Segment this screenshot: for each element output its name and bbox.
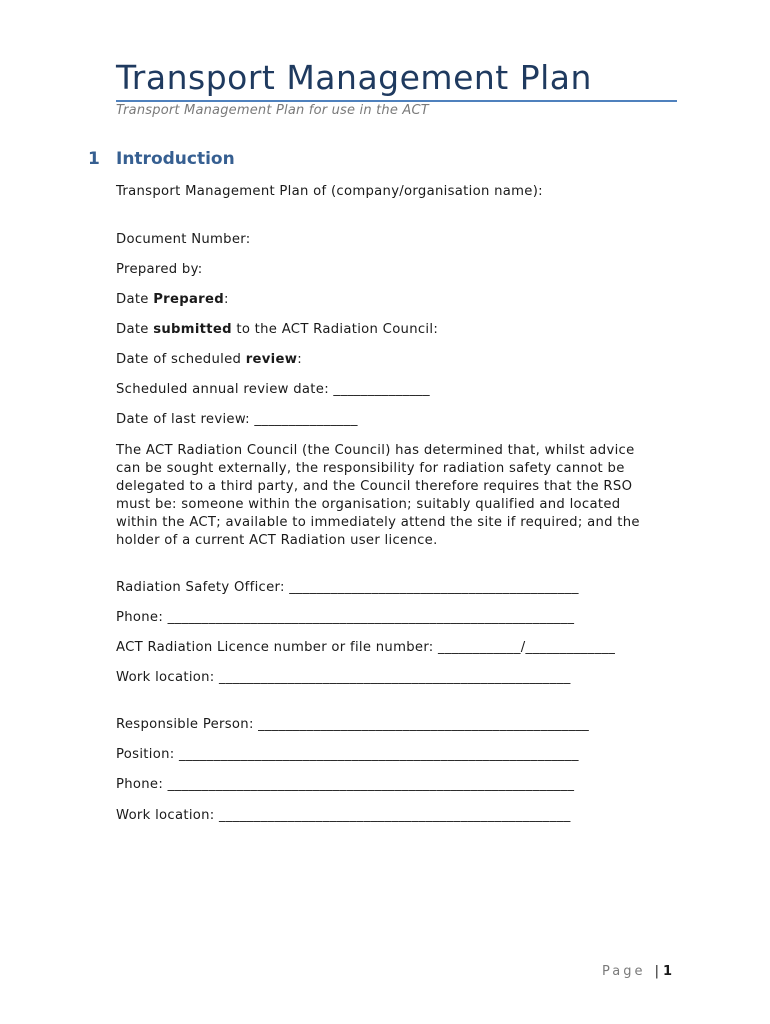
date-review-field xyxy=(116,352,302,367)
rso-name-field: Radiation Safety Officer: __________________________________________ xyxy=(116,580,579,595)
date-prepared-emphasis: Prepared xyxy=(153,292,224,307)
paragraph-line: The ACT Radiation Council (the Council) has determined that, whilst advice xyxy=(116,443,635,458)
paragraph-line: holder of a current ACT Radiation user licence. xyxy=(116,533,438,548)
date-submitted-prefix: Date xyxy=(116,322,154,337)
document-title: Transport Management Plan xyxy=(116,58,592,97)
company-field: Transport Management Plan of (company/organisation name): xyxy=(116,184,543,199)
paragraph-line: delegated to a third party, and the Council therefore requires that the RSO xyxy=(116,479,633,494)
page-footer xyxy=(602,964,672,979)
rso-phone-field: Phone: ___________________________________________________________ xyxy=(116,610,575,625)
licence-number-field: ACT Radiation Licence number or file number: ____________/_____________ xyxy=(116,640,616,655)
position-field: Position: __________________________________________________________ xyxy=(116,747,579,762)
rso-work-location-field: Work location: ___________________________________________________ xyxy=(116,670,571,685)
date-prepared-suffix: : xyxy=(223,292,229,307)
date-submitted-emphasis: submitted xyxy=(153,322,232,337)
responsible-work-location-field: Work location: ___________________________________________________ xyxy=(116,808,571,823)
date-prepared-prefix: Date xyxy=(116,292,154,307)
date-submitted-suffix: to the ACT Radiation Council: xyxy=(231,322,439,337)
date-submitted-field xyxy=(116,322,438,337)
title-underline xyxy=(116,100,677,102)
section-heading xyxy=(88,149,235,169)
paragraph-line: within the ACT; available to immediately attend the site if required; and the xyxy=(116,515,640,530)
paragraph-line: must be: someone within the organisation; suitably qualified and located xyxy=(116,497,621,512)
date-review-suffix: : xyxy=(297,352,302,367)
responsible-phone-field: Phone: ___________________________________________________________ xyxy=(116,777,575,792)
responsible-person-field: Responsible Person: ________________________________________________ xyxy=(116,717,590,732)
date-prepared-field xyxy=(116,292,229,307)
rso-requirement-paragraph xyxy=(116,442,676,550)
document-number-field: Document Number: xyxy=(116,232,251,247)
date-review-prefix: Date of scheduled xyxy=(116,352,246,367)
section-title: Introduction xyxy=(116,149,235,169)
last-review-field: Date of last review: _______________ xyxy=(116,412,358,427)
annual-review-field: Scheduled annual review date: ______________ xyxy=(116,382,430,397)
section-number: 1 xyxy=(88,149,100,169)
page-number: 1 xyxy=(663,964,673,979)
page-label: Page xyxy=(602,964,646,979)
footer-separator: | xyxy=(654,964,660,979)
date-review-emphasis: review xyxy=(245,352,298,367)
document-subtitle: Transport Management Plan for use in the ACT xyxy=(116,103,429,118)
paragraph-line: can be sought externally, the responsibility for radiation safety cannot be xyxy=(116,461,625,476)
prepared-by-field: Prepared by: xyxy=(116,262,203,277)
